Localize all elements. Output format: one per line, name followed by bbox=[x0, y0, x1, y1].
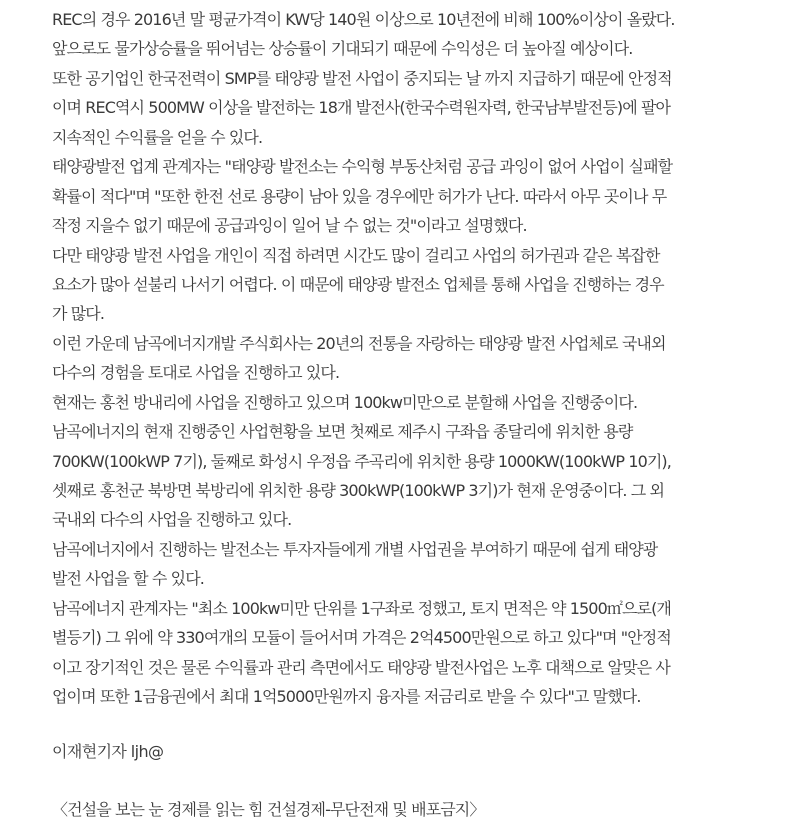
article-line: 가 많다. bbox=[52, 304, 105, 324]
article-line: 요소가 많아 섣불리 나서기 어렵다. 이 때문에 태양광 발전소 업체를 통해 사업을 진행하는 경우 bbox=[52, 274, 664, 294]
article-line: 지속적인 수익률을 얻을 수 있다. bbox=[52, 127, 263, 147]
article-line: 다수의 경험을 토대로 사업을 진행하고 있다. bbox=[52, 363, 340, 383]
article-line: 별등기) 그 위에 약 330여개의 모듈이 들어서며 가격은 2억4500만원으로 하고 있다"며 "안정적 bbox=[52, 628, 671, 648]
article-line: 또한 공기업인 한국전력이 SMP를 태양광 발전 사업이 중지되는 날 까지 지급하기 때문에 안정적 bbox=[52, 68, 672, 88]
article-line: 앞으로도 물가상승률을 뛰어넘는 상승률이 기대되기 때문에 수익성은 더 높아질 예상이다. bbox=[52, 39, 633, 59]
article-line: 국내외 다수의 사업을 진행하고 있다. bbox=[52, 510, 292, 530]
article-line: 다만 태양광 발전 사업을 개인이 직접 하려면 시간도 많이 걸리고 사업의 허가권과 같은 복잡한 bbox=[52, 245, 660, 265]
article-line: 남곡에너지의 현재 진행중인 사업현황을 보면 첫째로 제주시 구좌읍 종달리에 위치한 용량 bbox=[52, 422, 633, 442]
article-line: 이고 장기적인 것은 물론 수익률과 관리 측면에서도 태양광 발전사업은 노후 대책으로 알맞은 사 bbox=[52, 657, 670, 677]
article-line: REC의 경우 2016년 말 평균가격이 KW당 140원 이상으로 10년전에 비해 100%이상이 올랐다. bbox=[52, 10, 675, 29]
article-line: 남곡에너지에서 진행하는 발전소는 투자자들에게 개별 사업권을 부여하기 때문에 쉽게 태양광 bbox=[52, 539, 658, 559]
article-line: 발전 사업을 할 수 있다. bbox=[52, 569, 204, 589]
article-line: 셋째로 홍천군 북방면 북방리에 위치한 용량 300kWP(100kWP 3기)가 현재 운영중이다. 그 외 bbox=[52, 481, 665, 500]
article-line: 남곡에너지 관계자는 "최소 100kw미만 단위를 1구좌로 정했고, 토지 면적은 약 1500㎡으로(개 bbox=[52, 598, 671, 618]
article-line: 700KW(100kWP 7기), 둘째로 화성시 우정읍 주곡리에 위치한 용량 1000KW(100kWP 10기), bbox=[52, 451, 671, 471]
article-line: 태양광발전 업계 관계자는 "태양광 발전소는 수익형 부동산처럼 공급 과잉이 없어 사업이 실패할 bbox=[52, 157, 673, 177]
copyright-notice: 〈건설을 보는 눈 경제를 읽는 힘 건설경제-무단전재 및 배포금지〉 bbox=[52, 800, 485, 819]
article-line: 이런 가운데 남곡에너지개발 주식회사는 20년의 전통을 자랑하는 태양광 발전 사업체로 국내외 bbox=[52, 333, 666, 353]
article-line: 현재는 홍천 방내리에 사업을 진행하고 있으며 100kw미만으로 분할해 사업을 진행중이다. bbox=[52, 392, 638, 412]
article-body bbox=[52, 5, 782, 712]
reporter-byline: 이재현기자 ljh@ bbox=[52, 742, 164, 761]
article-line: 작정 지을수 없기 때문에 공급과잉이 일어 날 수 없는 것"이라고 설명했다. bbox=[52, 216, 527, 236]
article-line: 업이며 또한 1금융권에서 최대 1억5000만원까지 융자를 저금리로 받을 수 있다"고 말했다. bbox=[52, 687, 641, 707]
article-line: 확률이 적다"며 "또한 한전 선로 용량이 남아 있을 경우에만 허가가 난다. 따라서 아무 곳이나 무 bbox=[52, 186, 667, 206]
article-line: 이며 REC역시 500MW 이상을 발전하는 18개 발전사(한국수력원자력, 한국남부발전등)에 팔아 bbox=[52, 98, 671, 118]
